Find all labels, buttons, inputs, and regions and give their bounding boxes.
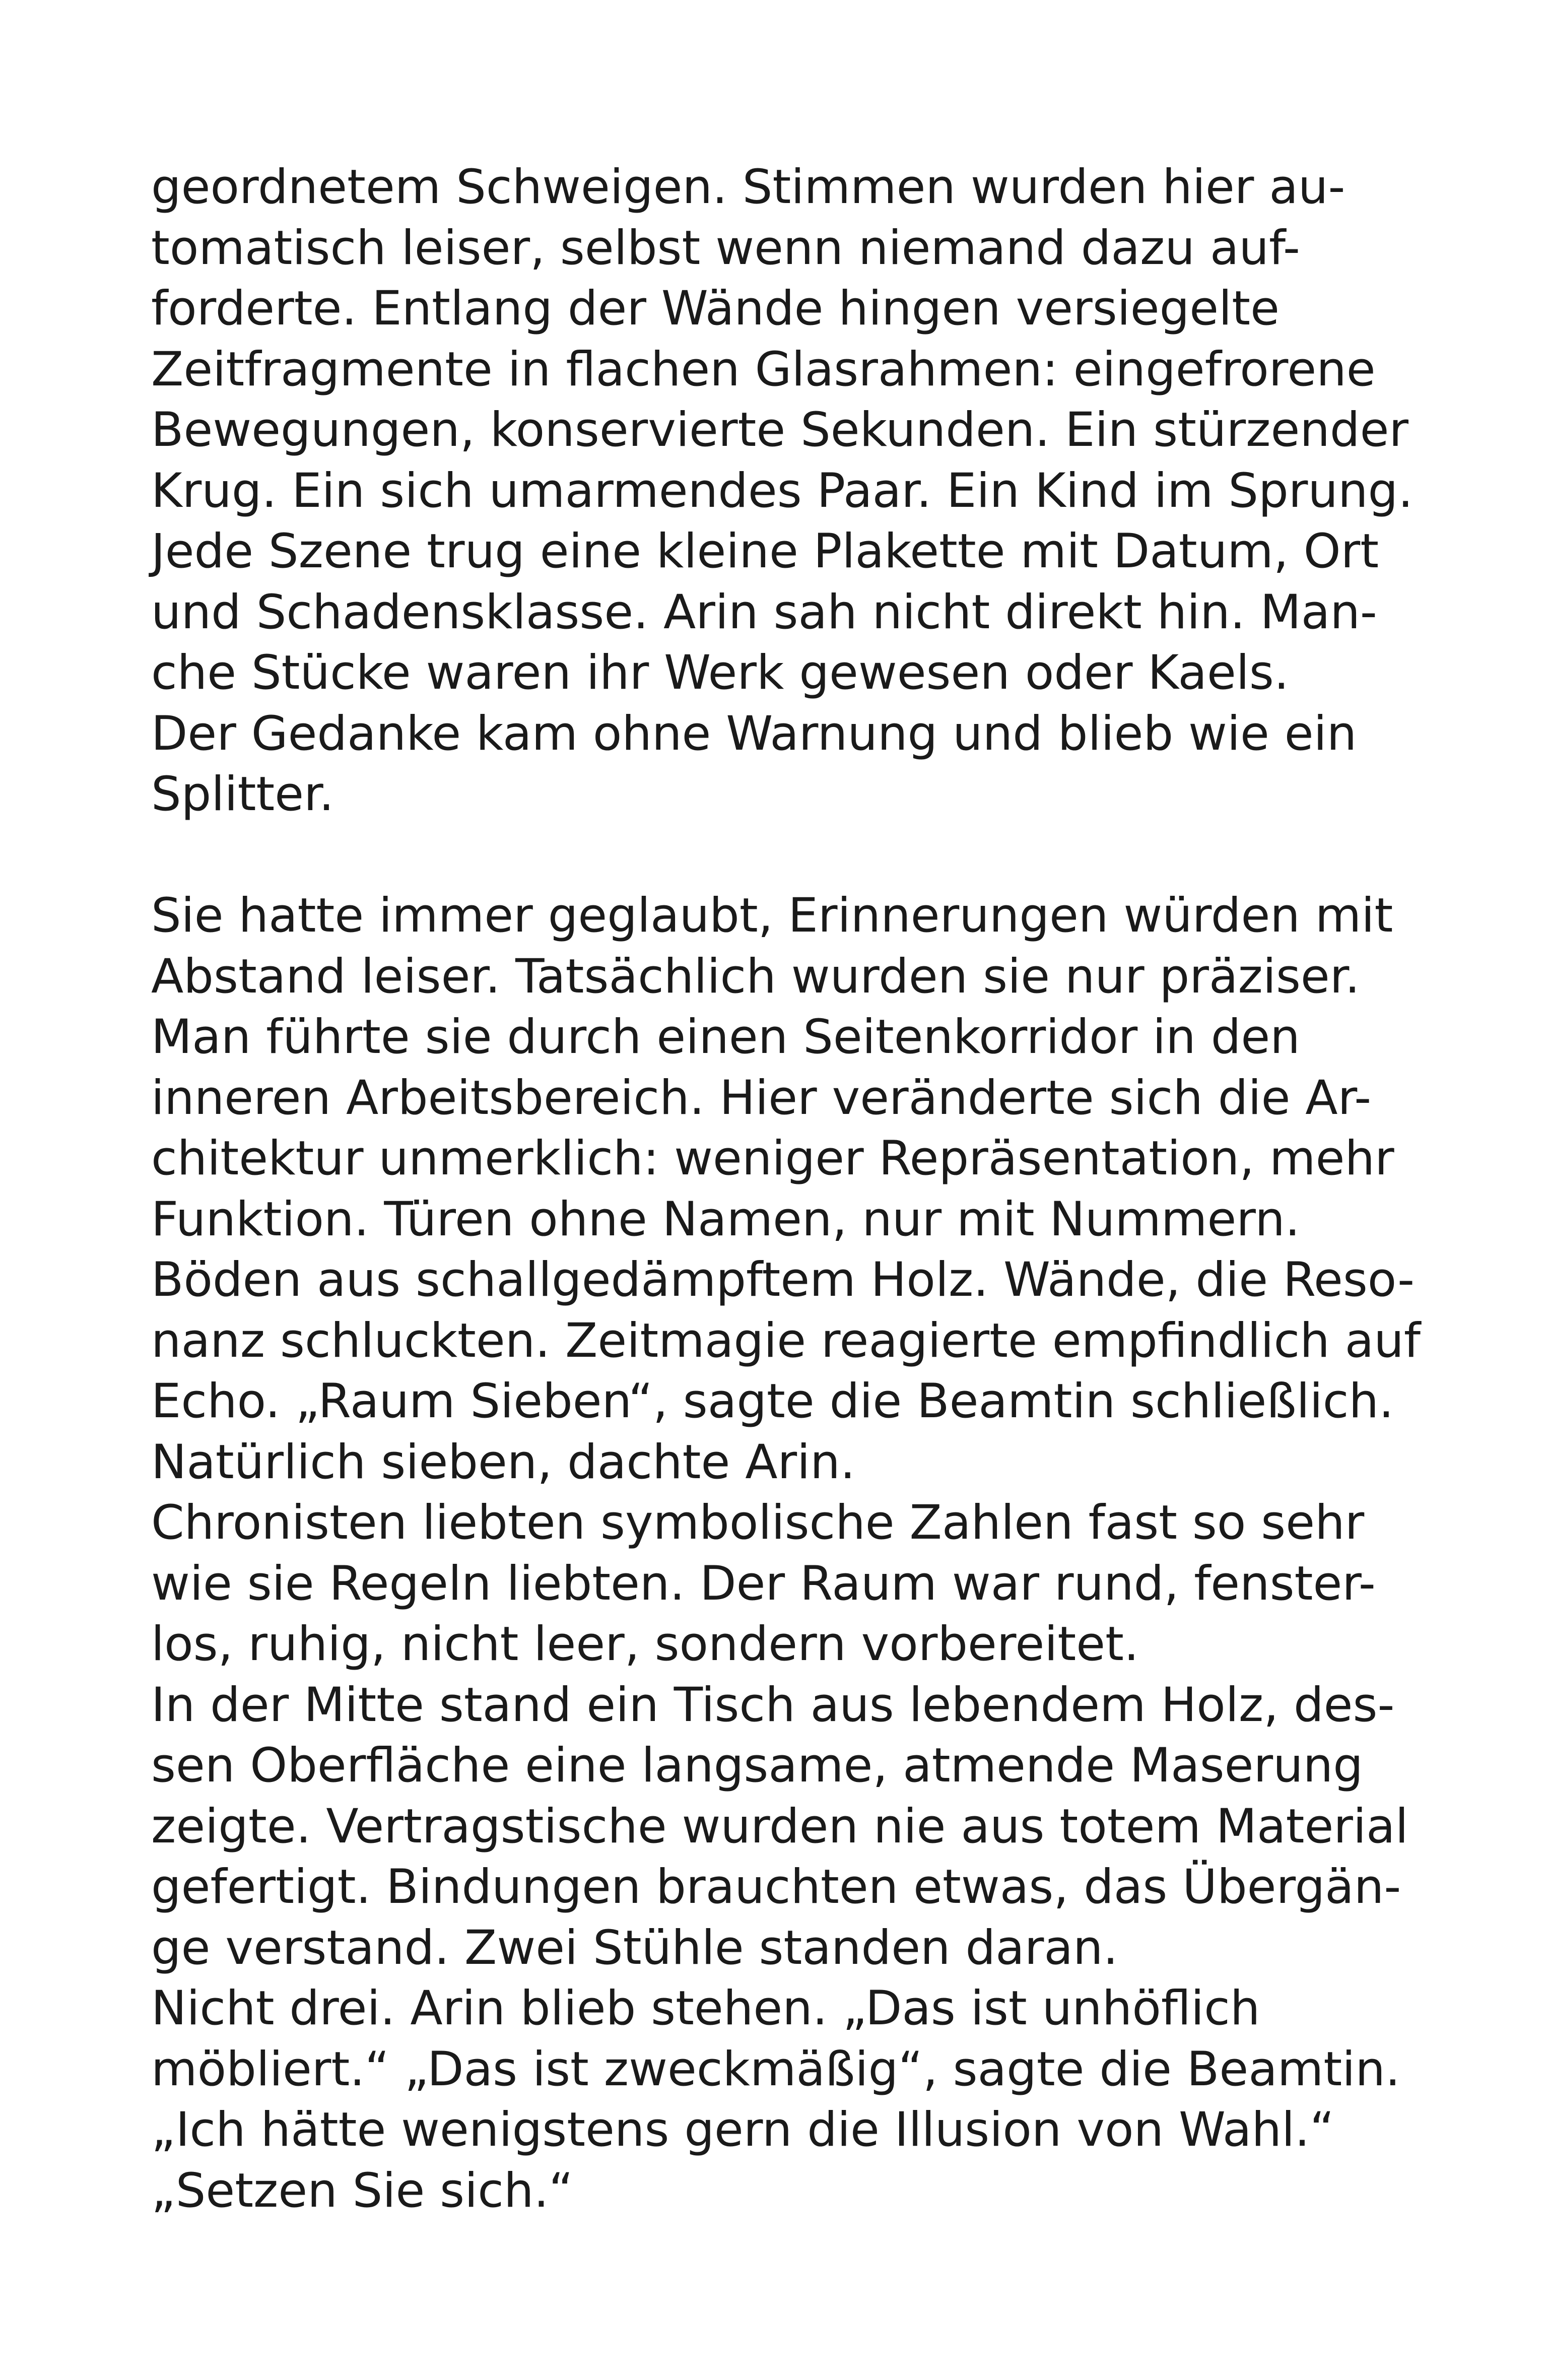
text-line: sen Oberfläche eine langsame, atmende Maserung	[151, 1738, 1363, 1793]
text-line: Man führte sie durch einen Seitenkorridor in den	[151, 1010, 1300, 1065]
text-line: wie sie Regeln liebten. Der Raum war rund, fenster-	[151, 1556, 1376, 1611]
text-line: „Setzen Sie sich.“	[151, 2163, 574, 2218]
text-line: Der Gedanke kam ohne Warnung und blieb wie ein	[151, 706, 1357, 761]
text-line: Echo. „Raum Sieben“, sagte die Beamtin schließlich.	[151, 1374, 1394, 1429]
paragraph-gap	[151, 825, 1410, 886]
text-line: tomatisch leiser, selbst wenn niemand dazu auf-	[151, 220, 1300, 276]
text-line: Jede Szene trug eine kleine Plakette mit Datum, Ort	[151, 524, 1379, 579]
text-line: Krug. Ein sich umarmendes Paar. Ein Kind im Sprung.	[151, 463, 1414, 518]
text-line: Chronisten liebten symbolische Zahlen fast so sehr	[151, 1495, 1365, 1550]
text-line: chitektur unmerklich: weniger Repräsentation, mehr	[151, 1131, 1394, 1186]
text-line: zeigte. Vertragstische wurden nie aus totem Material	[151, 1799, 1408, 1854]
paragraph	[151, 886, 1421, 2221]
text-line: gefertigt. Bindungen brauchten etwas, das Übergän-	[151, 1860, 1401, 1914]
paragraph	[151, 157, 1414, 825]
text-line: In der Mitte stand ein Tisch aus lebendem Holz, des-	[151, 1677, 1395, 1733]
text-line: Zeitfragmente in flachen Glasrahmen: eingefrorene	[151, 342, 1376, 397]
text-line: Funktion. Türen ohne Namen, nur mit Nummern.	[151, 1192, 1300, 1247]
text-line: „Ich hätte wenigstens gern die Illusion von Wahl.“	[151, 2102, 1334, 2157]
body-text	[151, 157, 1421, 2221]
text-line: Abstand leiser. Tatsächlich wurden sie nur präziser.	[151, 949, 1360, 1004]
text-line: geordnetem Schweigen. Stimmen wurden hier au-	[151, 160, 1346, 215]
text-line: ge verstand. Zwei Stühle standen daran.	[151, 1920, 1118, 1975]
text-line: Bewegungen, konservierte Sekunden. Ein stürzender	[151, 403, 1409, 457]
text-line: Nicht drei. Arin blieb stehen. „Das ist unhöflich	[151, 1981, 1260, 2036]
text-line: los, ruhig, nicht leer, sondern vorbereitet.	[151, 1617, 1139, 1672]
text-line: inneren Arbeitsbereich. Hier veränderte sich die Ar-	[151, 1070, 1372, 1126]
text-line: Splitter.	[151, 767, 334, 822]
text-line: Böden aus schallgedämpftem Holz. Wände, die Reso-	[151, 1252, 1415, 1307]
text-line: che Stücke waren ihr Werk gewesen oder Kaels.	[151, 645, 1289, 700]
text-line: Natürlich sieben, dachte Arin.	[151, 1434, 855, 1490]
text-line: forderte. Entlang der Wände hingen versiegelte	[151, 281, 1280, 336]
text-line: möbliert.“ „Das ist zweckmäßig“, sagte die Beamtin.	[151, 2041, 1400, 2097]
text-line: Sie hatte immer geglaubt, Erinnerungen würden mit	[151, 888, 1393, 943]
text-line: und Schadensklasse. Arin sah nicht direkt hin. Man-	[151, 584, 1377, 640]
text-line: nanz schluckten. Zeitmagie reagierte empfindlich auf	[151, 1313, 1421, 1368]
